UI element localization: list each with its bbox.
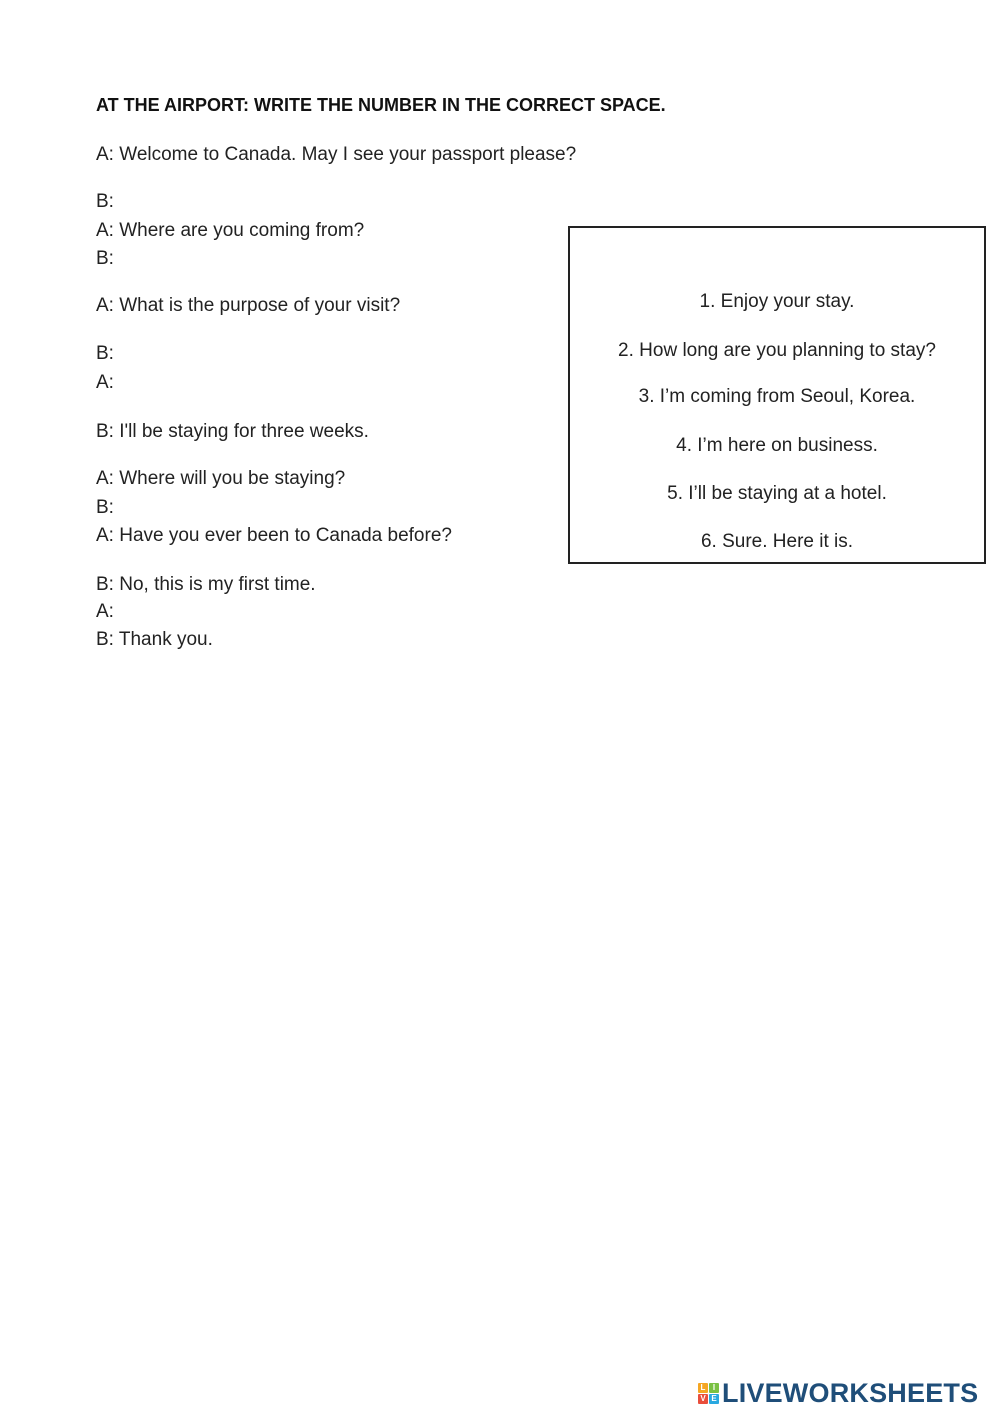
liveworksheets-logo: [698, 1378, 978, 1408]
dialogue-line: B: I'll be staying for three weeks.: [96, 421, 369, 442]
option-item: 5. I’ll be staying at a hotel.: [667, 483, 887, 504]
liveworksheets-wordmark: LIVEWORKSHEETS: [722, 1377, 979, 1408]
worksheet-title: AT THE AIRPORT: WRITE THE NUMBER IN THE CORRECT SPACE.: [96, 95, 666, 115]
option-item: 3. I’m coming from Seoul, Korea.: [638, 386, 916, 407]
dialogue-line: A:: [96, 601, 114, 622]
dialogue-line: B:: [96, 497, 114, 518]
dialogue-line: B: No, this is my first time.: [96, 574, 316, 595]
dialogue-line: B:: [96, 191, 114, 212]
option-item: 2. How long are you planning to stay?: [618, 340, 936, 361]
option-item: 6. Sure. Here it is.: [700, 531, 854, 552]
liveworksheets-icon: [698, 1383, 719, 1404]
dialogue-line: A: Where will you be staying?: [96, 468, 346, 489]
logo-tile: I: [709, 1383, 719, 1393]
logo-tile: E: [709, 1394, 719, 1404]
logo-tile: V: [698, 1394, 708, 1404]
dialogue-line: B:: [96, 343, 114, 364]
dialogue-line: A: What is the purpose of your visit?: [96, 295, 401, 316]
dialogue-line: B:: [96, 248, 114, 269]
logo-tile: L: [698, 1383, 708, 1393]
options-box: [568, 226, 986, 564]
dialogue-line: A: Welcome to Canada. May I see your passport please?: [96, 144, 577, 165]
dialogue-line: B: Thank you.: [96, 629, 213, 650]
option-item: 4. I’m here on business.: [676, 435, 878, 456]
dialogue-line: A: Where are you coming from?: [96, 220, 365, 241]
option-item: 1. Enjoy your stay.: [699, 291, 855, 312]
dialogue-line: A: Have you ever been to Canada before?: [96, 525, 452, 546]
dialogue-line: A:: [96, 372, 114, 393]
